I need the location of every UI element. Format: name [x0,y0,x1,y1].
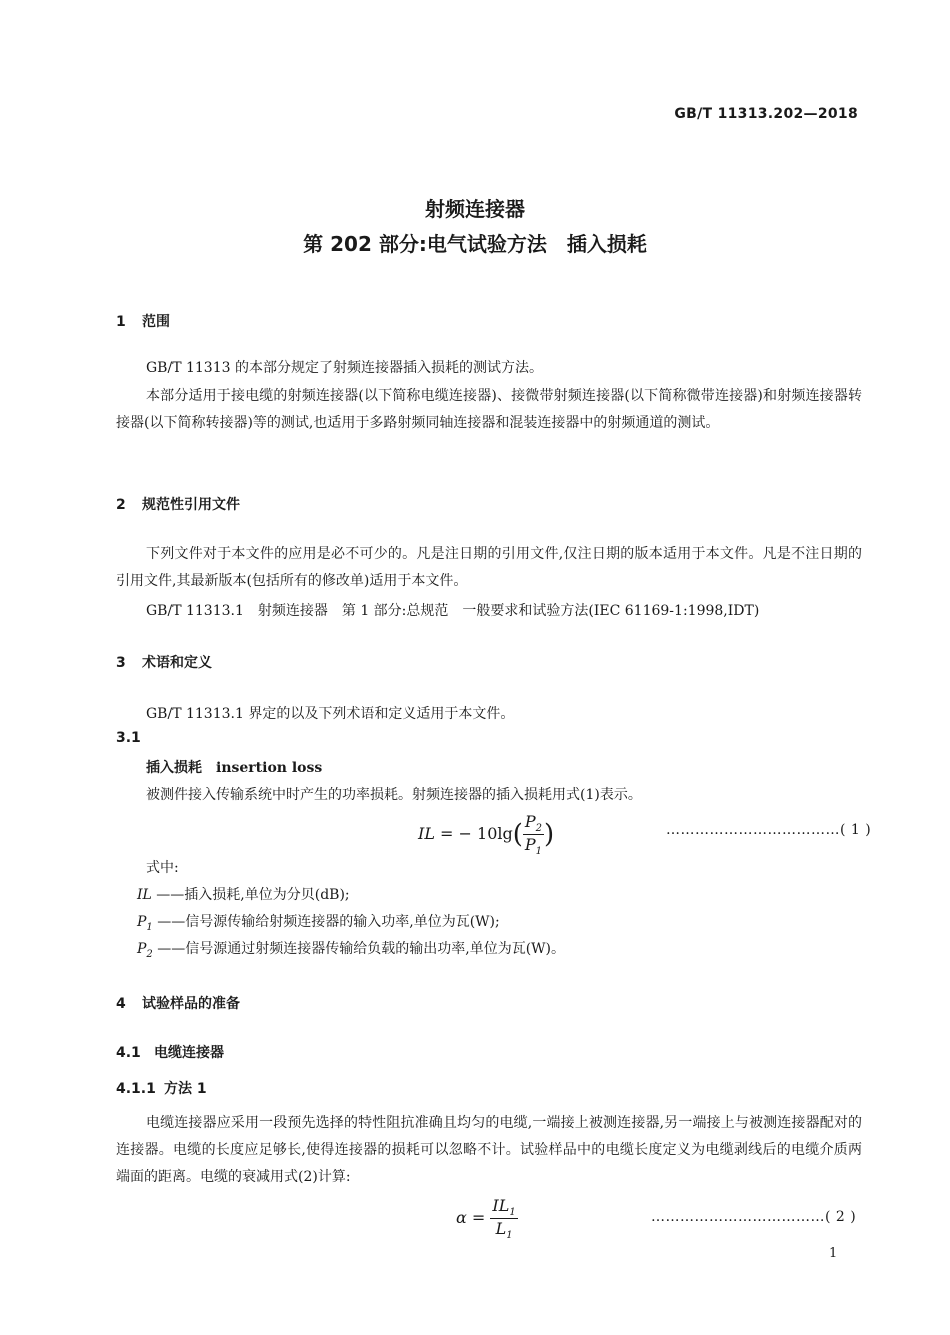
section-number: 1 [116,314,126,330]
section-title: 规范性引用文件 [142,497,240,513]
variable-definition [137,911,500,933]
section-4-heading [116,993,240,1013]
section-title: 试验样品的准备 [142,996,240,1012]
section-4-1-heading [116,1042,224,1062]
variable-description: ——信号源传输给射频连接器的输入功率,单位为瓦(W); [157,914,500,930]
equation-lhs: α [456,1208,467,1228]
document-title: 射频连接器 [425,197,525,221]
subsection-number: 3.1 [116,730,141,746]
section-title: 范围 [142,314,170,330]
section-number: 3 [116,655,126,671]
fraction-numerator: $P_2$ [524,812,543,835]
variable-definition [137,938,565,960]
section-1-paragraph-2: 本部分适用于接电缆的射频连接器(以下简称电缆连接器)、接微带射频连接器(以下简称微带连接器)和射频连接器转接器(以下简称转接器)等的测试,也适用于多路射频同轴连接器和混装连接器中的射频通道的测试。 [116,388,862,431]
section-title: 电缆连接器 [154,1045,224,1061]
equation-fraction [523,812,544,857]
section-3-paragraph-1: GB/T 11313.1 界定的以及下列术语和定义适用于本文件。 [146,706,515,722]
equation-1: IL = − 10lg( $\frac{P_2}{P_1}$ ) [418,812,555,858]
variable-definition [137,884,350,904]
variable-description: ——信号源通过射频连接器传输给负载的输出功率,单位为瓦(W)。 [157,941,566,957]
equation-lhs: IL [418,824,435,844]
fraction-denominator: $L_1$ [495,1219,513,1242]
section-3-heading [116,652,212,672]
section-4-1-1-heading [116,1078,207,1098]
section-title: 方法 1 [164,1081,207,1097]
equation-1-label: ………………………………( 1 ) [666,822,872,838]
normative-reference: GB/T 11313.1 射频连接器 第 1 部分:总规范 一般要求和试验方法(IEC 61169-1:1998,IDT) [146,603,760,619]
term-definition: 被测件接入传输系统中时产生的功率损耗。射频连接器的插入损耗用式(1)表示。 [146,787,642,803]
section-number: 4.1 [116,1045,141,1061]
section-1-paragraph-1: GB/T 11313 的本部分规定了射频连接器插入损耗的测试方法。 [146,360,543,376]
section-number: 2 [116,497,126,513]
equation-fraction [490,1196,517,1241]
section-2-paragraph-1: 下列文件对于本文件的应用是必不可少的。凡是注日期的引用文件,仅注日期的版本适用于本文件。凡是不注日期的引用文件,其最新版本(包括所有的修改单)适用于本文件。 [116,546,862,589]
variable-symbol: $P_1$ [137,914,153,933]
equation-operator: = − 10lg [440,824,513,844]
document-subtitle: 第 202 部分:电气试验方法 插入损耗 [303,232,647,256]
fraction-numerator: $IL_1$ [492,1196,516,1219]
equation-operator: = [471,1208,486,1228]
section-4-paragraph-1: 电缆连接器应采用一段预先选择的特性阻抗准确且均匀的电缆,一端接上被测连接器,另一端接上与被测连接器配对的连接器。电缆的长度应足够长,使得连接器的损耗可以忽略不计。试验样品中的电缆长度定义为电缆剥线后的电缆介质两端面的距离。电缆的衰减用式(2)计算: [116,1115,862,1185]
variable-symbol: $P_2$ [137,941,153,960]
section-title: 术语和定义 [142,655,212,671]
document-code: GB/T 11313.202—2018 [674,106,858,122]
section-1-heading [116,311,170,331]
equation-2 [456,1196,518,1241]
where-label: 式中: [146,860,179,876]
page-number: 1 [829,1246,838,1261]
term-heading: 插入损耗 insertion loss [146,760,323,776]
section-2-heading [116,494,240,514]
variable-description: ——插入损耗,单位为分贝(dB); [156,887,350,903]
fraction-denominator: $P_1$ [524,835,543,858]
section-number: 4 [116,996,126,1012]
equation-2-label: ………………………………( 2 ) [651,1209,857,1225]
variable-symbol: IL [137,887,152,903]
section-number: 4.1.1 [116,1081,156,1097]
